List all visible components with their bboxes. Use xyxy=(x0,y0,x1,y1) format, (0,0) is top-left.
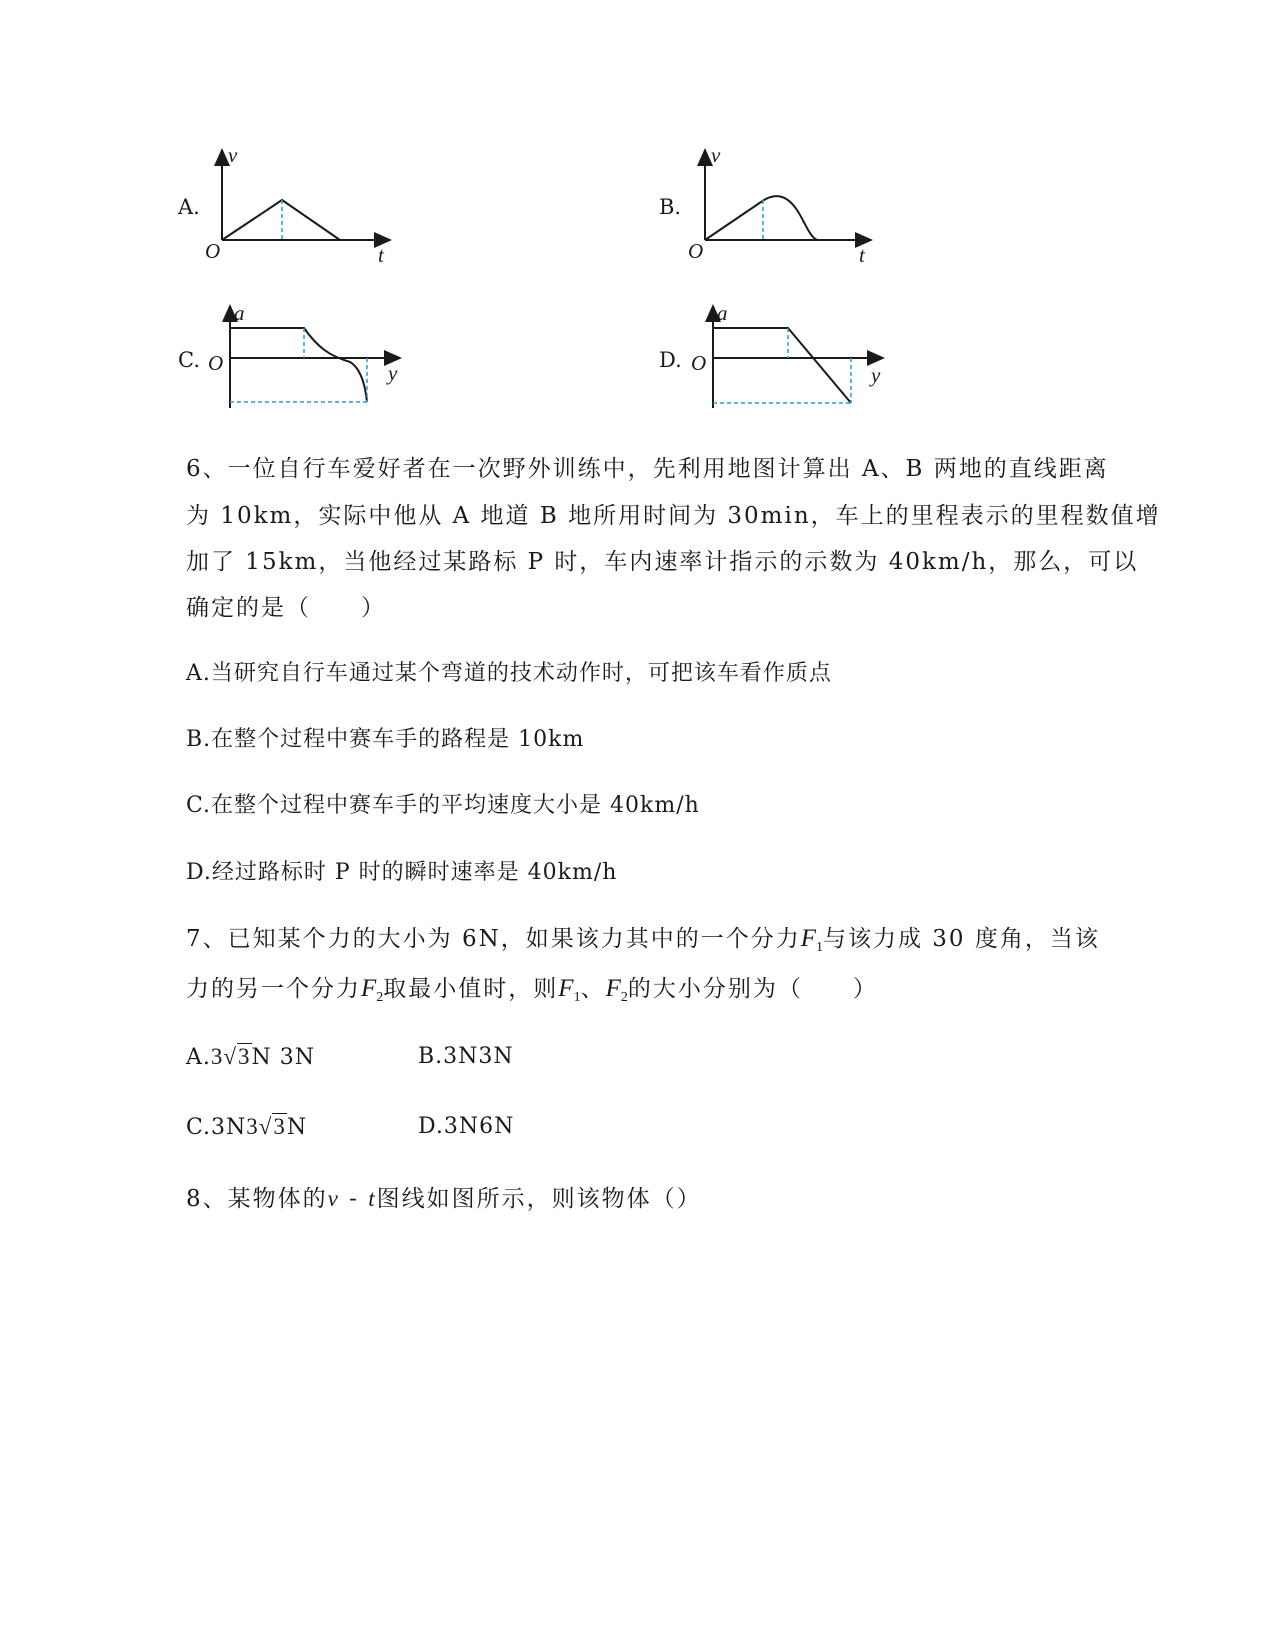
graph-c-label: C. xyxy=(178,348,200,372)
radical-expression: 3√3 xyxy=(246,1114,286,1139)
q6-line-3: 加了 15km，当他经过某路标 P 时，车内速率计指示的示数为 40km/h，那么，可以 xyxy=(186,549,1139,575)
graph-d-svg xyxy=(683,298,893,413)
q7-option-a: A.3√3N 3N xyxy=(186,1044,316,1070)
q8-line: 8、某物体的v - t图线如图所示，则该物体（） xyxy=(186,1186,702,1212)
q7-line-2 xyxy=(186,970,878,1003)
y-axis-label: v xyxy=(711,143,721,167)
q6-line-1: 6、一位自行车爱好者在一次野外训练中，先利用地图计算出 A、B 两地的直线距离 xyxy=(186,456,1109,482)
radical-expression: 3√3 xyxy=(210,1044,251,1069)
force-f1-ref: $F_1$ xyxy=(558,975,581,1005)
graph-b-label: B. xyxy=(659,195,682,219)
graph-a xyxy=(200,140,410,270)
curve xyxy=(713,328,851,403)
q6-option-d: D.经过路标时 P 时的瞬时速率是 40km/h xyxy=(186,860,618,885)
q6-option-c: C.在整个过程中赛车手的平均速度大小是 40km/h xyxy=(186,793,700,818)
x-axis-label: t xyxy=(378,243,384,267)
graph-a-label: A. xyxy=(178,195,200,219)
x-axis-label: t xyxy=(859,243,865,267)
graph-b xyxy=(683,140,893,270)
origin-label: O xyxy=(205,239,221,263)
curve xyxy=(705,196,817,240)
q6-option-a: A.当研究自行车通过某个弯道的技术动作时，可把该车看作质点 xyxy=(186,661,832,686)
q7-text-2c: 的大小分别为（ ） xyxy=(627,976,878,1002)
graph-b-svg xyxy=(683,140,893,270)
x-axis-label: y xyxy=(871,363,881,387)
curve xyxy=(222,200,340,240)
curve xyxy=(230,328,367,402)
origin-label: O xyxy=(208,351,224,375)
q7-option-b: B.3N3N xyxy=(418,1044,514,1069)
t-symbol: t xyxy=(368,1186,377,1211)
y-axis-label: a xyxy=(234,301,245,325)
graph-c-svg xyxy=(200,298,410,413)
graph-d xyxy=(683,298,893,413)
graph-a-svg xyxy=(200,140,410,270)
q7-text-2a: 力的另一个分力 xyxy=(186,976,361,1002)
q6-line-2: 为 10km，实际中他从 A 地道 B 地所用时间为 30min，车上的里程表示的里程数值增 xyxy=(186,503,1161,529)
x-axis-label: y xyxy=(388,361,398,385)
q7-sep: 、 xyxy=(580,976,606,1002)
q7-line-1 xyxy=(186,920,1100,953)
q7-option-d: D.3N6N xyxy=(418,1114,515,1139)
y-axis-label: a xyxy=(717,301,728,325)
force-f2-ref: $F_2$ xyxy=(605,975,628,1005)
force-f2: $F_2$ xyxy=(361,975,384,1005)
q7-text-2b: 取最小值时，则 xyxy=(383,976,559,1002)
v-symbol: v xyxy=(327,1186,340,1211)
q6-option-b: B.在整个过程中赛车手的路程是 10km xyxy=(186,727,585,752)
q7-text-1b: 与该力成 30 度角，当该 xyxy=(822,926,1100,952)
origin-label: O xyxy=(691,351,707,375)
graph-c xyxy=(200,298,410,413)
y-axis-label: v xyxy=(228,143,238,167)
q6-line-4: 确定的是（ ） xyxy=(186,595,386,621)
q7-text-1a: 7、已知某个力的大小为 6N，如果该力其中的一个分力 xyxy=(186,926,801,952)
graph-d-label: D. xyxy=(659,348,682,372)
force-f1: $F_1$ xyxy=(800,925,823,955)
q7-option-c: C.3N3√3N xyxy=(186,1114,308,1140)
origin-label: O xyxy=(688,239,704,263)
